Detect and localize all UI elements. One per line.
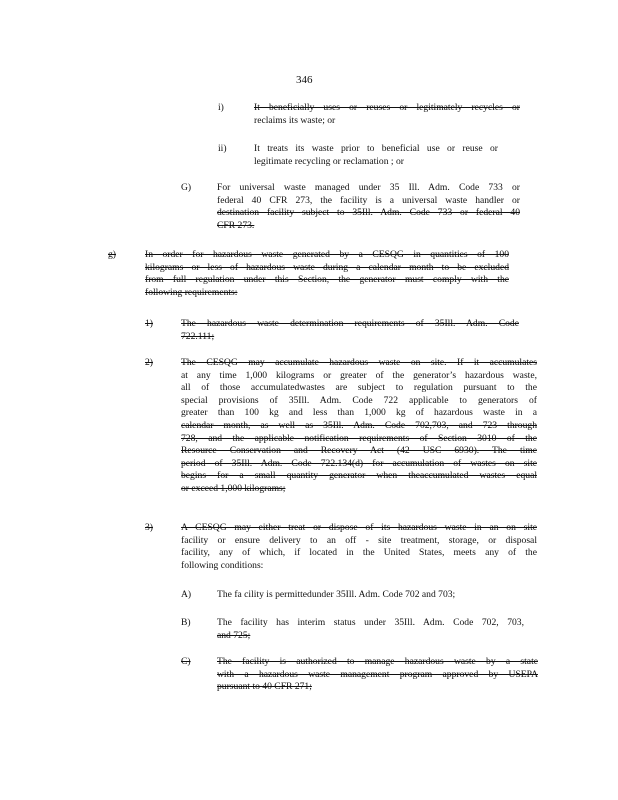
text-line: following conditions: [181,559,264,571]
text-line: facility or ensure delivery to an off - site treatment, storage, or disposal [181,534,537,546]
item-3 [181,522,537,572]
text-line: A CESQG may either treat or dispose of its hazardous waste in an on site [181,522,537,533]
text-line: facility, any of which, if located in the United States, meets any of the [181,547,537,559]
text-line: federal 40 CFR 273, the facility is a universal waste handler or [217,194,520,206]
text-line: It beneficially uses or reuses or legitimately recycles or [254,102,520,113]
page-number: 346 [296,74,313,86]
item-G [217,182,520,232]
text-line: following requirements: [145,286,238,298]
text-line: The hazardous waste determination requirements of 35Ill. Adm. Code [181,318,519,329]
item-label-1: 1) [145,318,153,329]
text-line: legitimate recycling or reclamation ; or [254,155,404,167]
text-line: For universal waste managed under 35 Ill. Adm. Code 733 or [217,182,520,193]
item-label-C: C) [181,656,191,667]
text-line: The facility has interim status under 35Ill. Adm. Code 702, 703, [217,617,524,628]
item-label-B: B) [181,617,191,628]
text-line: period of 35Ill. Adm. Code 722.134(d) for accumulation of wastes on site [181,457,537,469]
text-line: destination facility subject to 35Ill. Adm. Code 733 or federal 40 [217,207,520,219]
text-line: or exceed 1,000 kilograms; [181,482,286,494]
text-line: reclaims its waste; or [254,114,336,126]
item-1 [181,318,519,343]
item-label-g: g) [108,249,116,260]
text-line: CFR 273. [217,219,255,231]
text-line: kilograms or less of hazardous waste during a calendar month to be excluded [145,261,509,273]
text-line: special provisions of 35Ill. Adm. Code 722 applicable to generators of [181,394,537,406]
text-line: begins for a small quantity generator when theaccumulated wastes equal [181,470,537,482]
text-line: Resource Conservation and Recovery Act (42 USC 6930). The time [181,445,537,457]
item-i [254,102,520,127]
text-line: all of those accumulatedwastes are subject to regulation pursuant to the [181,382,537,394]
text-line: 722.111; [181,330,215,342]
text-line: and 725; [217,629,251,641]
text-line: The fa cility is permittedunder 35Ill. Adm. Code 702 and 703; [217,589,456,600]
item-A [217,589,517,602]
item-g [145,249,509,299]
text-line: The CESQG may accumulate hazardous waste on site. If it accumulates [181,357,537,368]
text-line: 728, and the applicable notification requirements of Section 3010 of the [181,432,537,444]
item-label-ii: ii) [218,143,227,154]
text-line: In order for hazardous waste generated by a CESQG in quantities of 100 [145,249,509,260]
item-C [217,656,538,694]
item-label-G: G) [181,182,192,193]
item-2 [181,357,537,496]
item-B [217,617,524,642]
item-label-A: A) [181,589,192,600]
text-line: from full regulation under this Section, the generator must comply with the [145,274,509,286]
text-line: greater than 100 kg and less than 1,000 kg of hazardous waste in a [181,407,537,419]
text-line: with a hazardous waste management program approved by USEPA [217,668,538,680]
text-line: calendar month, as well as 35Ill. Adm. Code 702,703, and 723 through [181,419,537,431]
text-line: pursuant to 40 CFR 271; [217,681,312,693]
item-ii [254,143,498,168]
item-label-i: i) [218,102,224,113]
item-label-2: 2) [145,357,153,368]
text-line: The facility is authorized to manage hazardous waste by a state [217,656,538,667]
item-label-3: 3) [145,522,153,533]
text-line: at any time 1,000 kilograms or greater of the generator’s hazardous waste, [181,369,537,381]
text-line: It treats its waste prior to beneficial use or reuse or [254,143,498,154]
